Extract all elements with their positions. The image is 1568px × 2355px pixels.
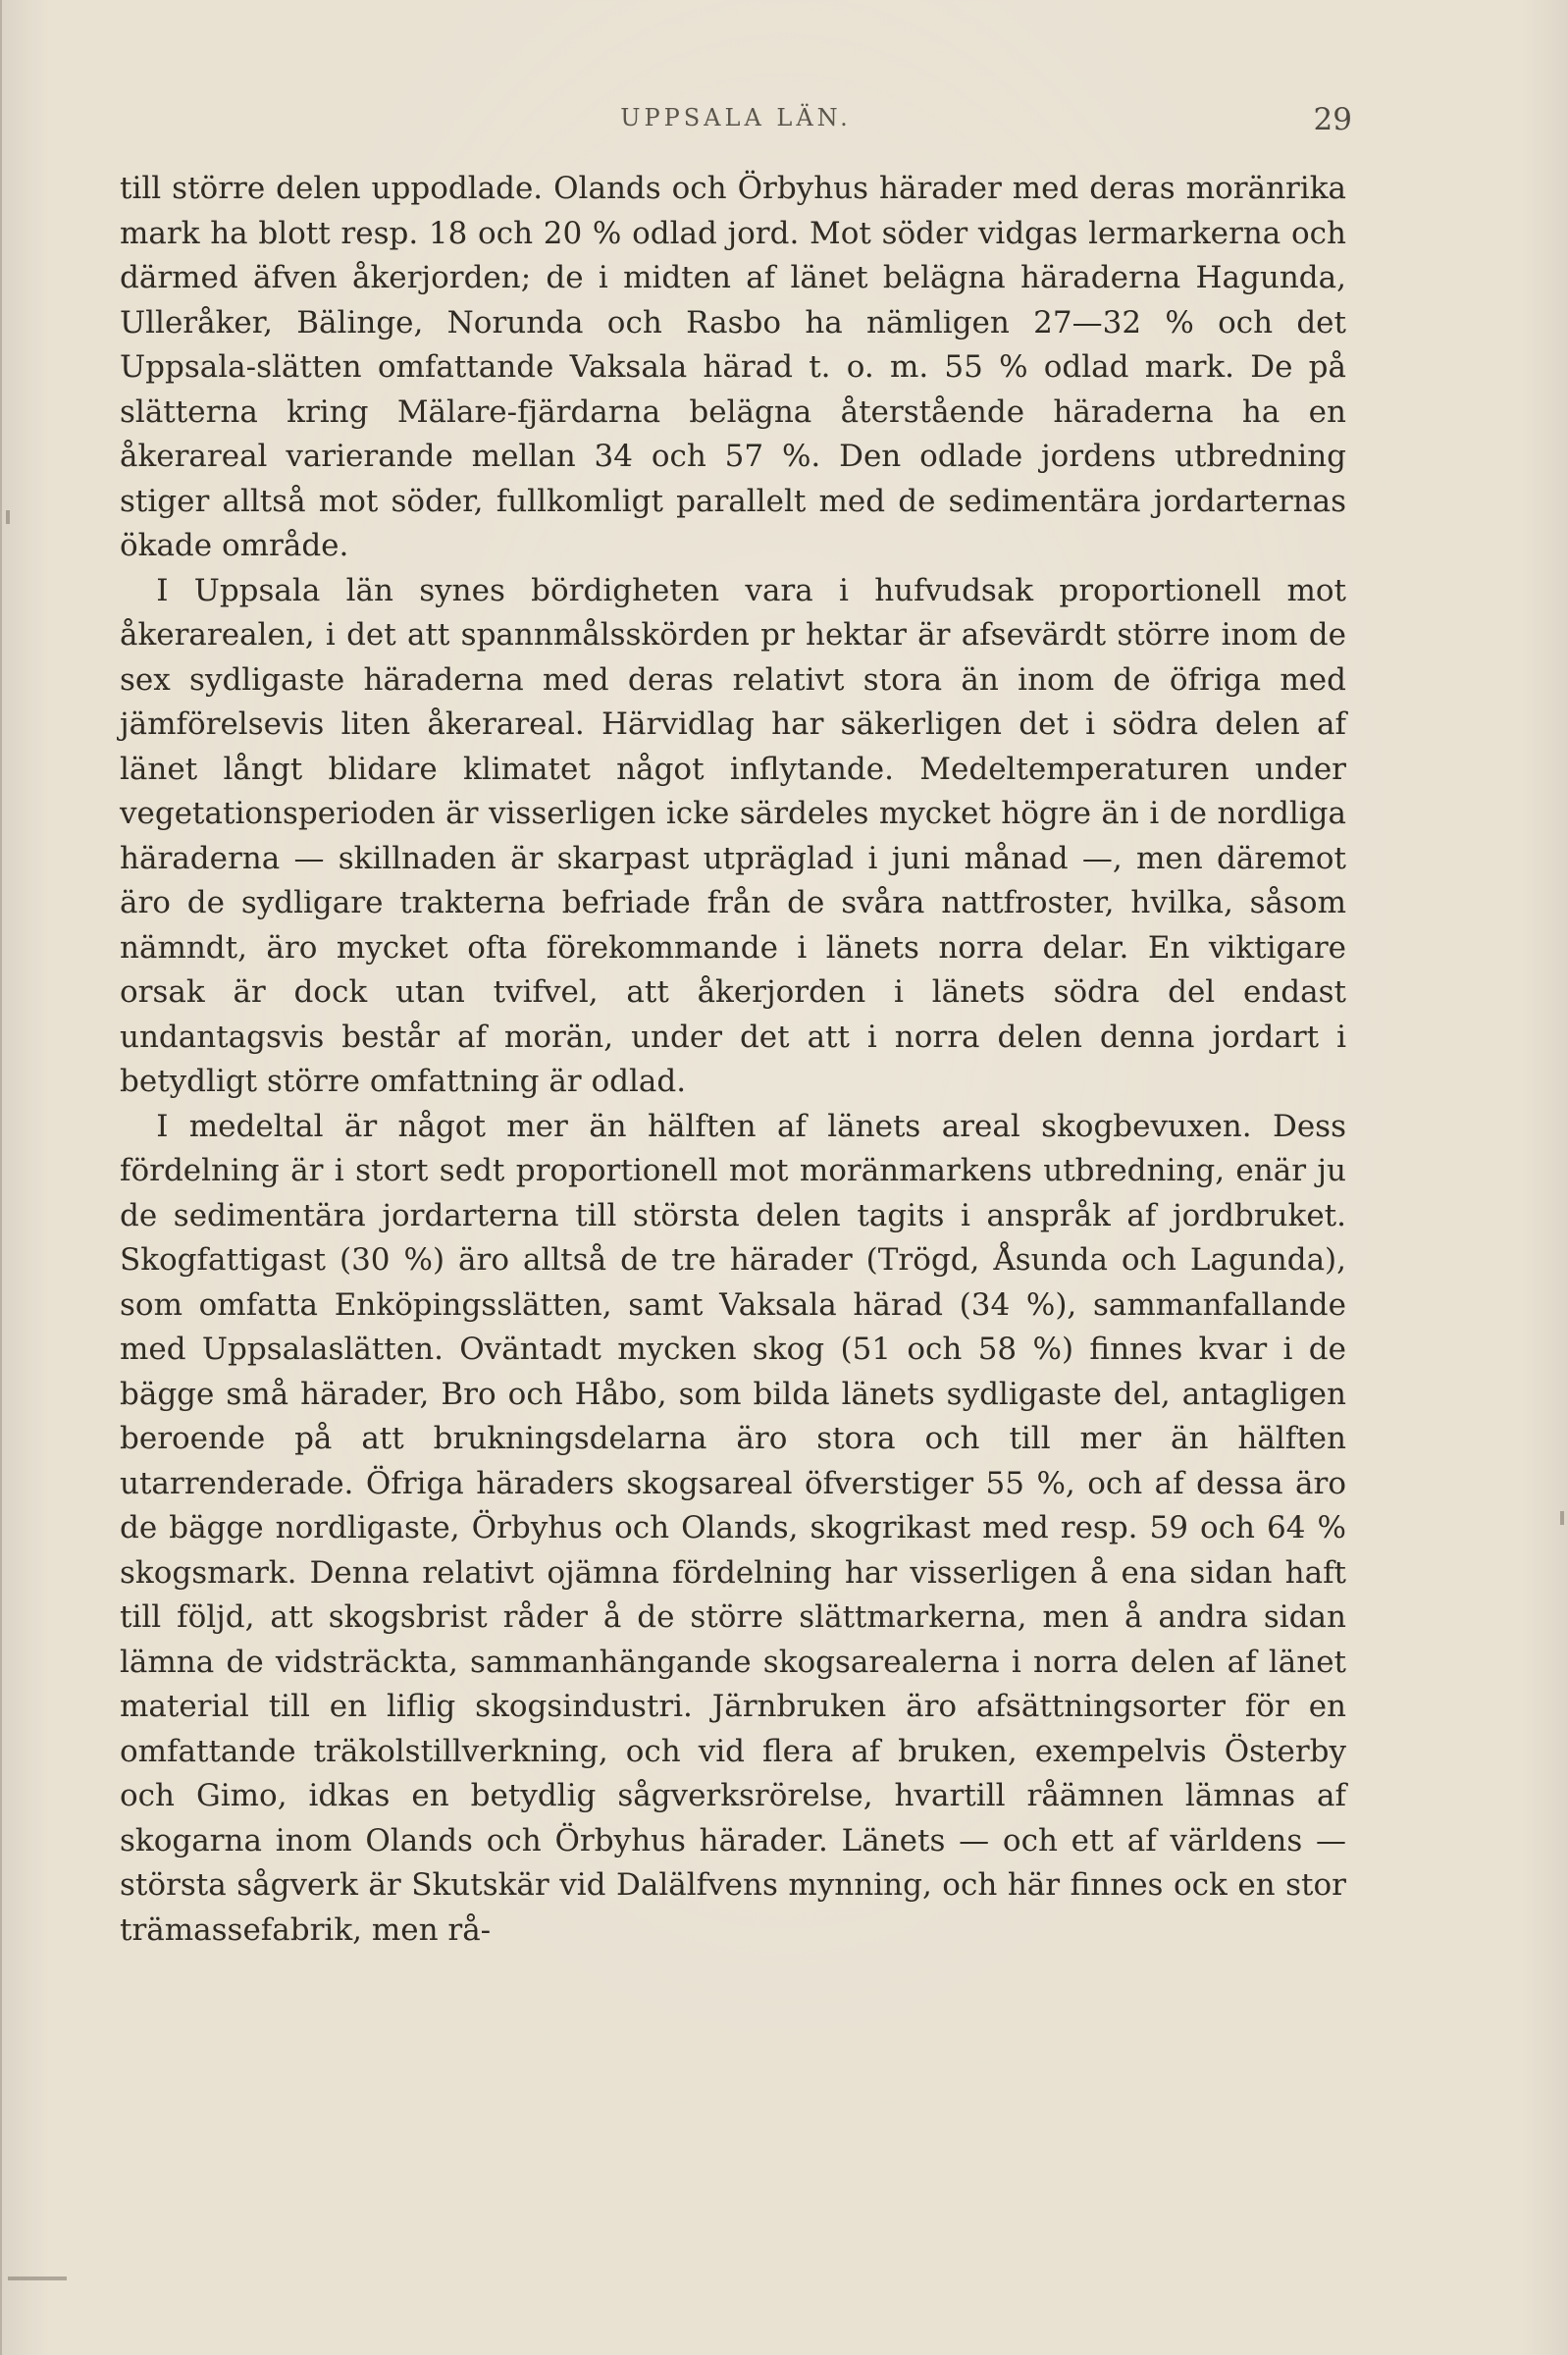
- running-title: UPPSALA LÄN.: [620, 104, 852, 131]
- page-number: 29: [1313, 102, 1352, 137]
- body-text: [120, 167, 1346, 2208]
- paragraph-1: till större delen uppodlade. Olands och Örbyhus härader med deras moränrika mark ha blott resp. 18 och 20 % odlad jord. Mot söder vidgas lermarkerna och därmed äfven åkerjorden; de i midten af länet belägna häraderna Hagunda, Ulleråker, Bälinge, Norunda och Rasbo ha nämligen 27—32 % och det Uppsala-slätten omfattande Vaksala härad t. o. m. 55 % odlad mark. De på slätterna kring Mälare-fjärdarna belägna återstående häraderna ha en åkerareal varierande mellan 34 och 57 %. Den odlade jordens utbredning stiger alltså mot söder, fullkomligt parallelt med de sedimentära jordarternas ökade område.: [120, 171, 1346, 563]
- paragraph-3: I medeltal är något mer än hälften af länets areal skogbevuxen. Dess fördelning är i stort sedt proportionell mot moränmarkens utbredning, enär ju de sedimentära jordarterna till största delen tagits i anspråk af jordbruket. Skogfattigast (30 %) äro alltså de tre härader (Trögd, Åsunda och Lagunda), som omfatta Enköpingsslätten, samt Vaksala härad (34 %), sammanfallande med Uppsalaslätten. Oväntadt mycken skog (51 och 58 %) finnes kvar i de bägge små härader, Bro och Håbo, som bilda länets sydligaste del, antagligen beroende på att brukningsdelarna äro stora och till mer än hälften utarrenderade. Öfriga häraders skogsareal öfverstiger 55 %, och af dessa äro de bägge nordligaste, Örbyhus och Olands, skogrikast med resp. 59 och 64 % skogsmark. Denna relativt ojämna fördelning har visserligen å ena sidan haft till följd, att skogsbrist råder å de större slättmarkerna, men å andra sidan lämna de vidsträckta, sammanhängande skogsarealerna i norra delen af länet material till en liflig skogsindustri. Järnbruken äro afsättningsorter för en omfattande träkolstillverkning, och vid flera af bruken, exempelvis Österby och Gimo, idkas en betydlig sågverksrörelse, hvartill råämnen lämnas af skogarna inom Olands och Örbyhus härader. Länets — och ett af världens — största sågverk är Skutskär vid Dalälfvens mynning, och här finnes ock en stor trämassefabrik, men rå-: [120, 1108, 1346, 1948]
- scan-speck: [6, 510, 10, 524]
- page-header: [120, 104, 1352, 143]
- paragraph-2: I Uppsala län synes bördigheten vara i hufvudsak proportionell mot åkerarealen, i det att spannmålsskörden pr hektar är afsevärdt större inom de sex sydligaste häraderna med deras relativt stora än inom de öfriga med jämförelsevis liten åkerareal. Härvidlag har säkerligen det i södra delen af länet långt blidare klimatet något inflytande. Medeltemperaturen under vegetationsperioden är visserligen icke särdeles mycket högre än i de nordliga häraderna — skillnaden är skarpast utpräglad i juni månad —, men däremot äro de sydligare trakterna befriade från de svåra nattfroster, hvilka, såsom nämndt, äro mycket ofta förekommande i länets norra delar. En viktigare orsak är dock utan tvifvel, att åkerjorden i länets södra del endast undantagsvis består af morän, under det att i norra delen denna jordart i betydligt större omfattning är odlad.: [120, 572, 1346, 1099]
- scan-speck: [1560, 1511, 1564, 1525]
- scan-speck: [8, 2276, 67, 2280]
